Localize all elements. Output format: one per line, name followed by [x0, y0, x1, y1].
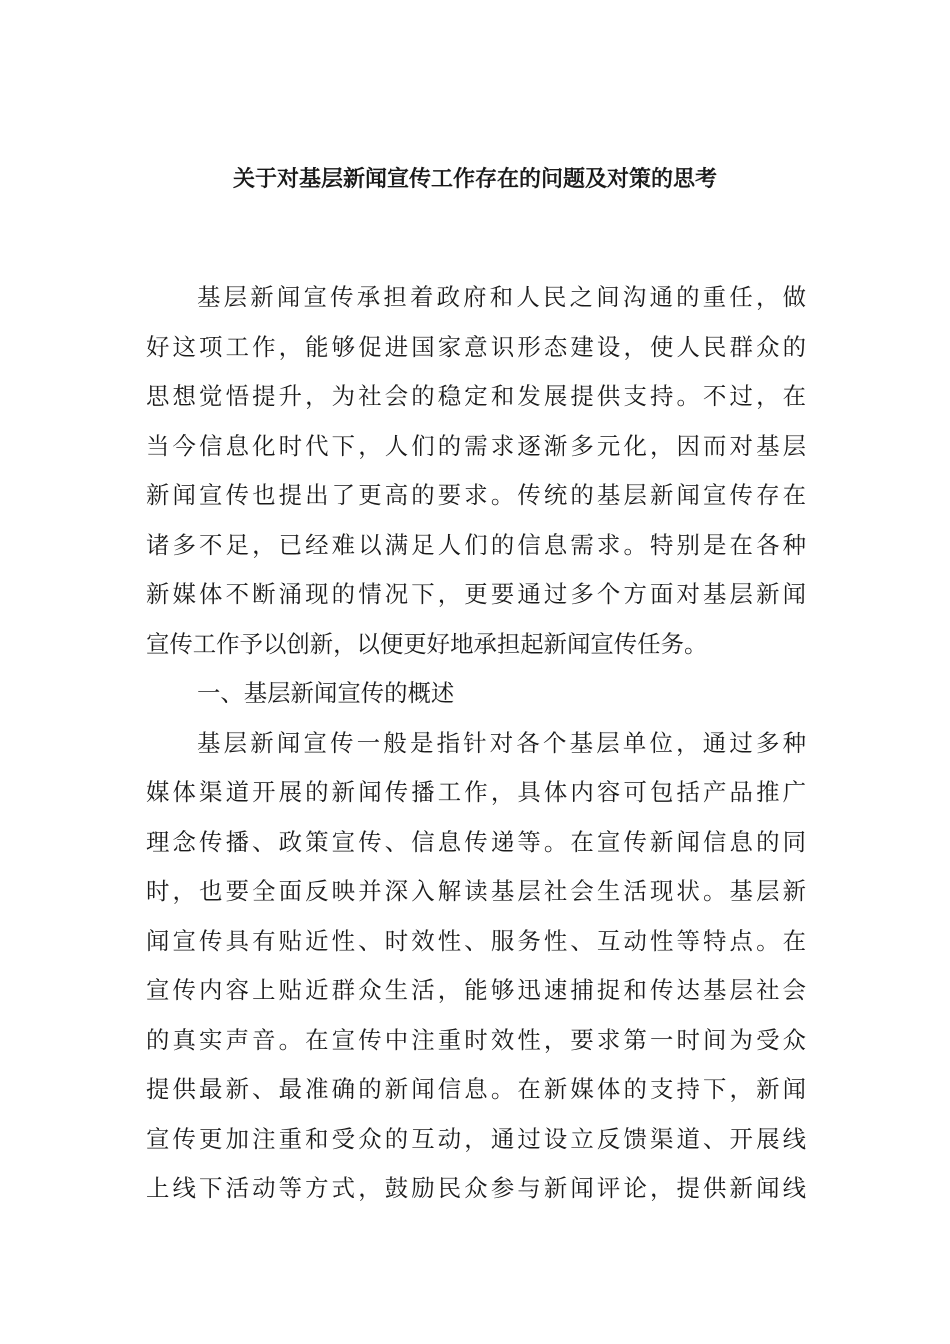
paragraph-line: 时，也要全面反映并深入解读基层社会生活现状。基层新 — [146, 877, 806, 905]
paragraph-line: 当今信息化时代下，人们的需求逐渐多元化，因而对基层 — [146, 431, 806, 460]
paragraph-line: 提供最新、最准确的新闻信息。在新媒体的支持下，新闻 — [146, 1075, 806, 1103]
section-heading: 一、基层新闻宣传的概述 — [197, 679, 455, 707]
paragraph-line: 宣传更加注重和受众的互动，通过设立反馈渠道、开展线 — [146, 1124, 806, 1153]
paragraph-line: 诸多不足，已经难以满足人们的信息需求。特别是在各种 — [146, 530, 806, 559]
paragraph-line: 好这项工作，能够促进国家意识形态建设，使人民群众的 — [146, 332, 806, 361]
paragraph-line: 闻宣传具有贴近性、时效性、服务性、互动性等特点。在 — [146, 926, 806, 955]
paragraph-line: 媒体渠道开展的新闻传播工作，具体内容可包括产品推广 — [146, 778, 806, 806]
paragraph-line: 新媒体不断涌现的情况下，更要通过多个方面对基层新闻 — [146, 580, 806, 608]
paragraph-line: 基层新闻宣传承担着政府和人民之间沟通的重任，做 — [197, 283, 806, 311]
document-title: 关于对基层新闻宣传工作存在的问题及对策的思考 — [232, 166, 717, 192]
paragraph-line: 上线下活动等方式，鼓励民众参与新闻评论，提供新闻线 — [146, 1174, 806, 1202]
paragraph-line: 思想觉悟提升，为社会的稳定和发展提供支持。不过，在 — [146, 382, 806, 410]
paragraph-line: 基层新闻宣传一般是指针对各个基层单位，通过多种 — [197, 728, 806, 757]
paragraph-line: 的真实声音。在宣传中注重时效性，要求第一时间为受众 — [146, 1025, 806, 1054]
paragraph-line: 新闻宣传也提出了更高的要求。传统的基层新闻宣传存在 — [146, 481, 806, 509]
paragraph-line: 宣传工作予以创新，以便更好地承担起新闻宣传任务。 — [146, 629, 708, 658]
document-body — [146, 273, 806, 1214]
paragraph-line: 宣传内容上贴近群众生活，能够迅速捕捉和传达基层社会 — [146, 976, 806, 1004]
paragraph-line: 理念传播、政策宣传、信息传递等。在宣传新闻信息的同 — [146, 827, 806, 856]
